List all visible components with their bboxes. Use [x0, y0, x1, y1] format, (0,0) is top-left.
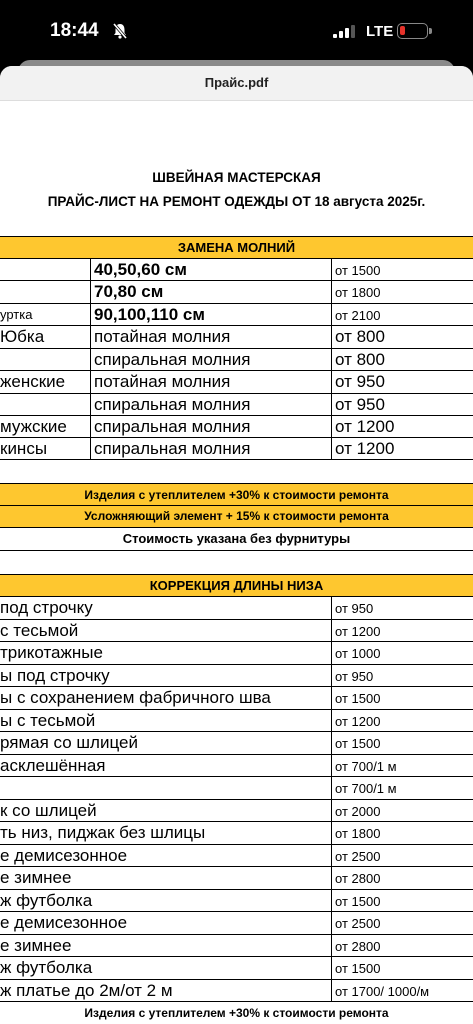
hem-price: от 2500	[335, 916, 381, 931]
hem-price: от 1500	[335, 893, 381, 909]
hem-price: от 2000	[335, 803, 381, 819]
zip-price: от 1800	[335, 285, 381, 300]
fittings-note: Стоимость указана без фурнитуры	[0, 528, 473, 551]
zip-row	[0, 416, 473, 438]
hem-row	[0, 980, 473, 1003]
hem-row	[0, 620, 473, 643]
hem-item: е демисезонное	[0, 912, 332, 934]
zip-item: кинсы	[0, 438, 91, 459]
hem-row	[0, 890, 473, 913]
hem-row	[0, 710, 473, 733]
hem-price: от 2800	[335, 938, 381, 954]
zip-section-header: ЗАМЕНА МОЛНИЙ	[0, 236, 473, 259]
hem-item: рямая со шлицей	[0, 732, 332, 754]
zip-type: потайная молния	[91, 371, 332, 393]
hem-row	[0, 800, 473, 823]
zip-price: от 2100	[335, 308, 381, 323]
hem-row	[0, 732, 473, 755]
zip-item	[0, 259, 91, 280]
hem-row	[0, 822, 473, 845]
hem-price: от 1700/ 1000/м	[335, 983, 430, 999]
hem-item: с тесьмой	[0, 620, 332, 642]
hem-item: е демисезонное	[0, 845, 332, 867]
zip-item	[0, 281, 91, 303]
hem-price: от 1200	[335, 623, 381, 639]
insulation-note: Изделия с утеплителем +30% к стоимости ремонта	[0, 483, 473, 506]
zip-type: спиральная молния	[91, 394, 332, 415]
hem-footer-note: Изделия с утеплителем +30% к стоимости ремонта	[0, 1003, 473, 1024]
hem-item: трикотажные	[0, 642, 332, 664]
hem-section-header: КОРРЕКЦИЯ ДЛИНЫ НИЗА	[0, 574, 473, 597]
workshop-title: ШВЕЙНАЯ МАСТЕРСКАЯ	[152, 170, 321, 185]
zip-price: от 1500	[335, 263, 381, 278]
hem-price: от 700/1 м	[335, 758, 397, 774]
hem-price: от 1000	[335, 646, 381, 661]
hem-row	[0, 665, 473, 688]
hem-item: асклешённая	[0, 755, 332, 777]
hem-row	[0, 687, 473, 710]
zip-row	[0, 394, 473, 416]
document-title: Прайс.pdf	[204, 75, 269, 90]
zip-row	[0, 281, 473, 304]
hem-item: ж футболка	[0, 890, 332, 912]
pdf-viewer-sheet[interactable]	[0, 66, 473, 1024]
viewer-header	[0, 66, 473, 101]
zip-type: спиральная молния	[91, 416, 332, 437]
zip-price: от 800	[335, 350, 385, 369]
zip-row	[0, 349, 473, 371]
hem-row	[0, 867, 473, 890]
hem-row	[0, 755, 473, 778]
hem-price: от 1800	[335, 826, 381, 841]
network-type: LTE	[366, 23, 394, 40]
hem-item	[0, 777, 332, 799]
hem-row	[0, 597, 473, 620]
hem-price: от 950	[335, 668, 374, 684]
hem-item: к со шлицей	[0, 800, 332, 822]
status-bar	[0, 0, 473, 64]
hem-item: под строчку	[0, 597, 332, 619]
hem-price: от 700/1 м	[335, 781, 397, 796]
clock: 18:44	[50, 20, 99, 41]
hem-item: ы с тесьмой	[0, 710, 332, 732]
zip-type: потайная молния	[91, 326, 332, 348]
zip-type: спиральная молния	[91, 438, 332, 459]
zip-item: Юбка	[0, 326, 91, 348]
zip-price: от 800	[335, 327, 385, 346]
hem-price: от 2800	[335, 871, 381, 886]
battery-icon	[397, 23, 428, 39]
signal-icon	[333, 25, 355, 43]
zip-item	[0, 349, 91, 370]
zip-type: 40,50,60 см	[91, 259, 332, 280]
zip-item: мужские	[0, 416, 91, 437]
hem-price: от 1500	[335, 691, 381, 706]
zip-row	[0, 371, 473, 394]
zip-type: 90,100,110 см	[91, 304, 332, 325]
hem-item: ы под строчку	[0, 665, 332, 687]
zip-row	[0, 259, 473, 281]
hem-price: от 2500	[335, 848, 381, 864]
hem-row	[0, 957, 473, 980]
price-list-title: ПРАЙС-ЛИСТ НА РЕМОНТ ОДЕЖДЫ ОТ 18 августа 2025г.	[47, 194, 426, 209]
hem-row	[0, 935, 473, 958]
zip-price: от 1200	[335, 417, 395, 436]
zip-row	[0, 326, 473, 349]
complex-element-note: Усложняющий элемент + 15% к стоимости ремонта	[0, 506, 473, 528]
hem-price: от 1200	[335, 713, 381, 729]
zip-price: от 1200	[335, 439, 395, 458]
hem-item: ть низ, пиджак без шлицы	[0, 822, 332, 844]
zip-type: спиральная молния	[91, 349, 332, 370]
hem-row	[0, 642, 473, 665]
zip-item	[0, 394, 91, 415]
zip-type: 70,80 см	[91, 281, 332, 303]
hem-item: е зимнее	[0, 867, 332, 889]
zip-item: женские	[0, 371, 91, 393]
hem-price: от 950	[335, 601, 374, 616]
hem-row	[0, 777, 473, 800]
zip-price: от 950	[335, 372, 385, 391]
zip-price: от 950	[335, 395, 385, 414]
bell-muted-icon	[112, 22, 128, 45]
zip-row	[0, 438, 473, 460]
hem-item: ы с сохранением фабричного шва	[0, 687, 332, 709]
hem-item: ж футболка	[0, 957, 332, 979]
hem-item: ж платье до 2м/от 2 м	[0, 980, 332, 1002]
hem-row	[0, 912, 473, 935]
hem-price: от 1500	[335, 736, 381, 751]
hem-row	[0, 845, 473, 868]
hem-price: от 1500	[335, 961, 381, 976]
zip-item: уртка	[0, 304, 91, 325]
hem-item: е зимнее	[0, 935, 332, 957]
zip-row	[0, 304, 473, 326]
